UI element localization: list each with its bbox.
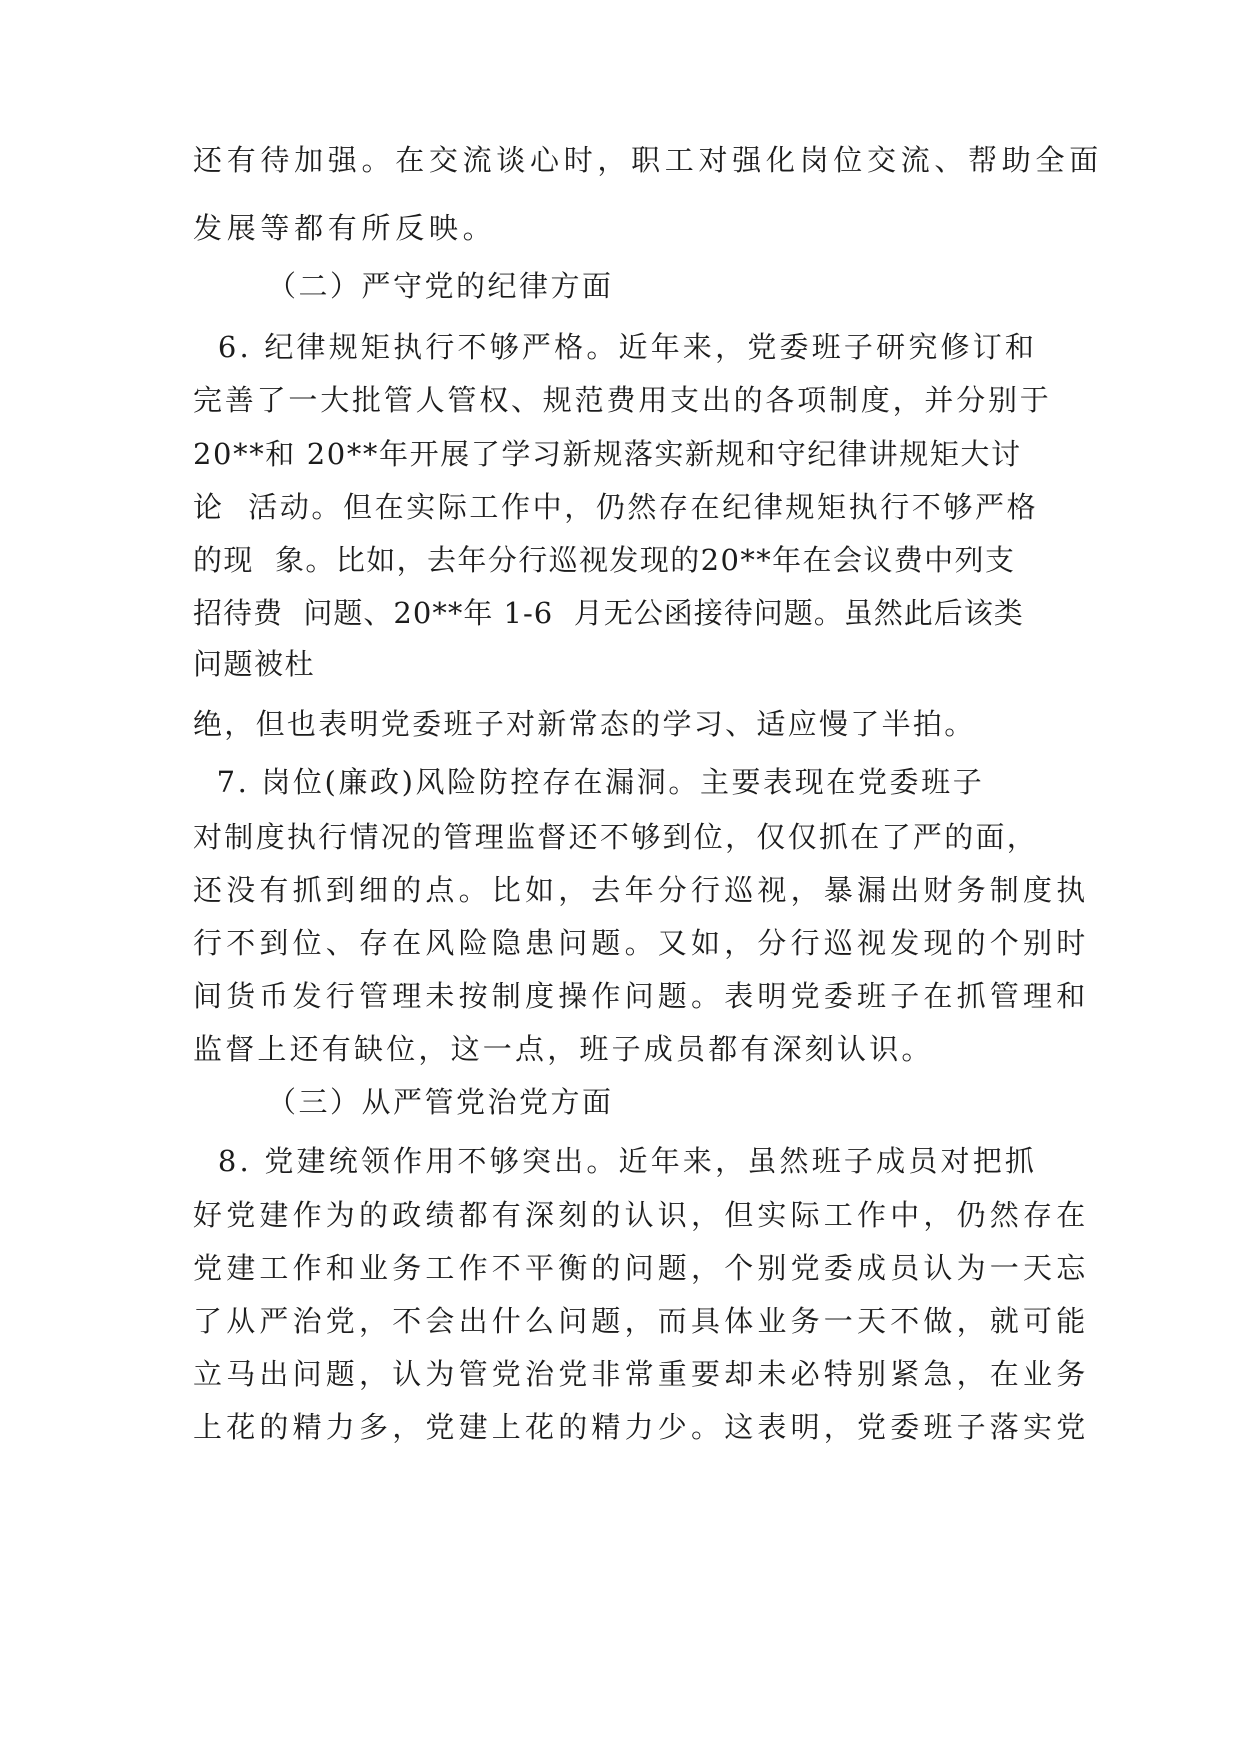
text-line-9: 招待费 问题、20**年 1-6 月无公函接待问题。虽然此后该类 bbox=[193, 596, 1024, 630]
text-line-1: 还有待加强。在交流谈心时，职工对强化岗位交流、帮助全面 bbox=[193, 143, 1103, 177]
text-line-11: 绝，但也表明党委班子对新常态的学习、适应慢了半拍。 bbox=[193, 707, 976, 741]
text-line-15: 行不到位、存在风险隐患问题。又如，分行巡视发现的个别时 bbox=[193, 926, 1090, 960]
text-line-2: 发展等都有所反映。 bbox=[193, 211, 497, 245]
text-line-10: 问题被杜 bbox=[193, 647, 316, 681]
text-line-17: 监督上还有缺位，这一点，班子成员都有深刻认识。 bbox=[193, 1032, 934, 1066]
text-line-4: 6. 纪律规矩执行不够严格。近年来，党委班子研究修订和 bbox=[193, 330, 1038, 364]
text-line-16: 间货币发行管理未按制度操作问题。表明党委班子在抓管理和 bbox=[193, 979, 1090, 1013]
section-heading-2: （二）严守党的纪律方面 bbox=[267, 269, 614, 303]
section-heading-3: （三）从严管党治党方面 bbox=[267, 1085, 614, 1119]
text-line-23: 立马出问题，认为管党治党非常重要却未必特别紧急，在业务 bbox=[193, 1357, 1090, 1391]
text-line-7: 论 活动。但在实际工作中，仍然存在纪律规矩执行不够严格 bbox=[193, 490, 1039, 524]
text-line-5: 完善了一大批管人管权、规范费用支出的各项制度，并分别于 bbox=[193, 383, 1052, 417]
text-line-24: 上花的精力多，党建上花的精力少。这表明，党委班子落实党 bbox=[193, 1410, 1090, 1444]
text-line-22: 了从严治党，不会出什么问题，而具体业务一天不做，就可能 bbox=[193, 1304, 1090, 1338]
text-line-21: 党建工作和业务工作不平衡的问题，个别党委成员认为一天忘 bbox=[193, 1251, 1090, 1285]
text-line-19: 8. 党建统领作用不够突出。近年来，虽然班子成员对把抓 bbox=[193, 1144, 1038, 1178]
text-line-13: 对制度执行情况的管理监督还不够到位，仅仅抓在了严的面， bbox=[193, 820, 1039, 854]
text-line-8: 的现 象。比如，去年分行巡视发现的20**年在会议费中列支 bbox=[193, 543, 1016, 577]
text-line-20: 好党建作为的政绩都有深刻的认识，但实际工作中，仍然存在 bbox=[193, 1198, 1090, 1232]
text-line-12: 7. 岗位(廉政)风险防控存在漏洞。主要表现在党委班子 bbox=[193, 765, 985, 799]
text-line-6: 20**和 20**年开展了学习新规落实新规和守纪律讲规矩大讨 bbox=[193, 437, 1022, 471]
text-line-14: 还没有抓到细的点。比如，去年分行巡视，暴漏出财务制度执 bbox=[193, 873, 1090, 907]
